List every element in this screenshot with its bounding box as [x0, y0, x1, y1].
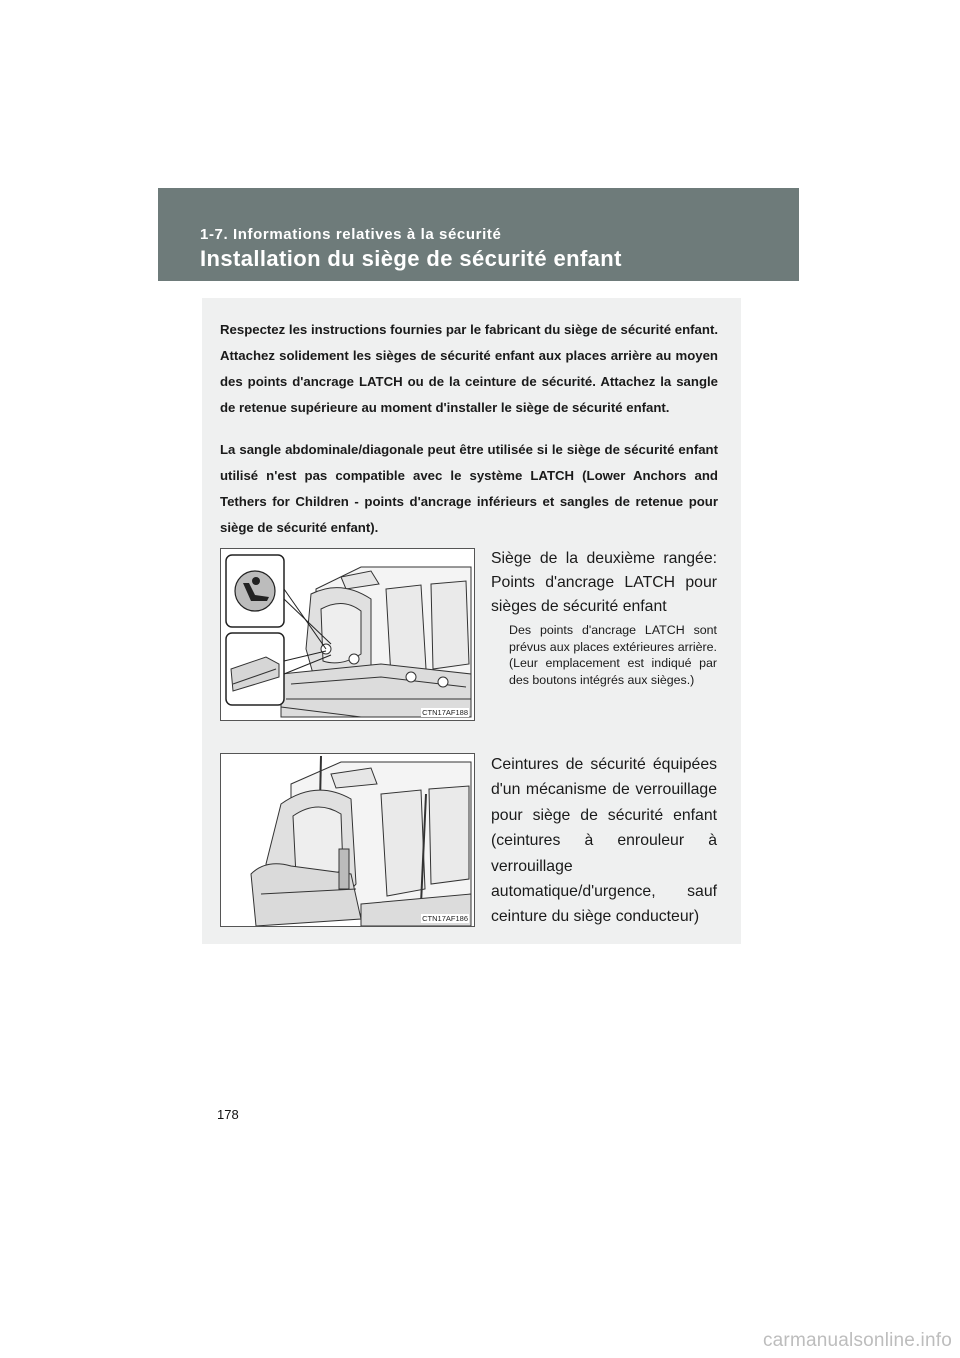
- intro-paragraph-1: Respectez les instructions fournies par le fabricant du siège de sécurité enfant. Attachez solidement les sièges de sécurité enfant aux places arrière au moyen des points d'ancrage LATCH ou de la ceinture de sécurité. Attachez la sangle de retenue supérieure au moment d'installer le siège de sécurité enfant.: [220, 322, 718, 415]
- latch-item-title: Siège de la deuxième rangée: Points d'ancrage LATCH pour sièges de sécurité enfant: [491, 550, 717, 615]
- page-number: 178: [217, 1107, 239, 1122]
- figure-code: CTN17AF188: [422, 708, 468, 717]
- watermark: carmanualsonline.info: [762, 1330, 952, 1351]
- latch-seat-drawing: [221, 549, 475, 721]
- seatbelt-seat-drawing: [221, 754, 475, 927]
- seatbelt-item-title: Ceintures de sécurité équipées d'un mécanisme de verrouillage pour siège de sécurité enfant (ceintures à enrouleur à verrouillage automatique/d'urgence, sauf ceinture du siège conducteur): [491, 756, 717, 926]
- latch-anchor-illustration: [220, 548, 475, 721]
- intro-paragraph-2: La sangle abdominale/diagonale peut être utilisée si le siège de sécurité enfant utilisé n'est pas compatible avec le système LATCH (Lower Anchors and Tethers for Children - points d'ancrage inférieurs et sangles de retenue pour siège de sécurité enfant).: [220, 442, 718, 535]
- figure-code: CTN17AF186: [422, 914, 468, 923]
- section-label: 1-7. Informations relatives à la sécurité: [200, 226, 502, 243]
- chapter-header: [158, 188, 799, 281]
- page-title: Installation du siège de sécurité enfant: [200, 246, 622, 271]
- seatbelt-illustration: [220, 753, 475, 927]
- latch-item-description: Des points d'ancrage LATCH sont prévus aux places extérieures arrière. (Leur emplacement est indiqué par des boutons intégrés aux sièges.): [509, 623, 717, 687]
